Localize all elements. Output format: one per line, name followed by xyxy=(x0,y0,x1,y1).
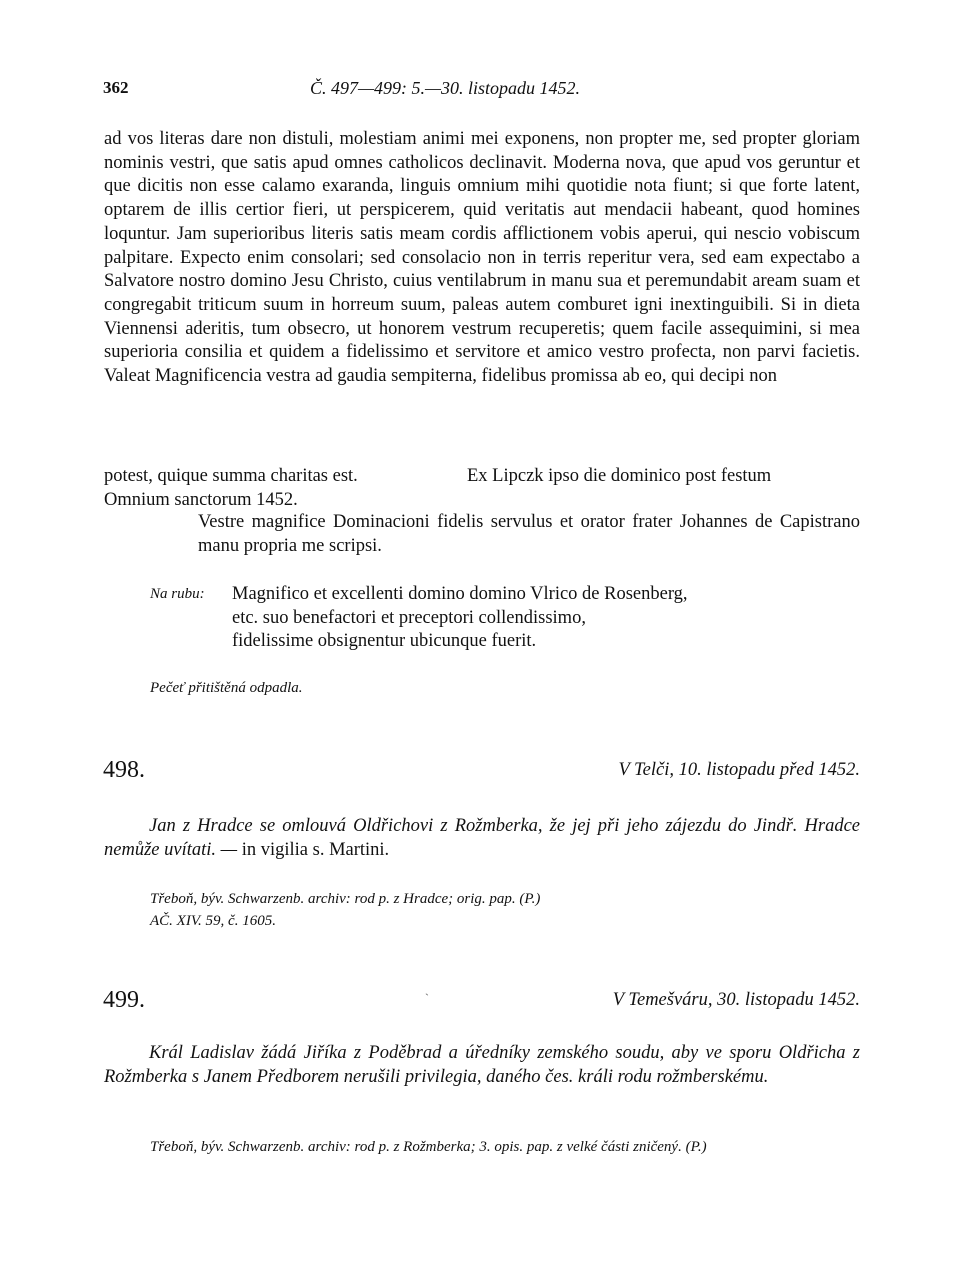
endorsement-line: etc. suo benefactori et preceptori collendissimo, xyxy=(232,607,586,628)
archive-line: AČ. XIV. 59, č. 1605. xyxy=(150,913,276,929)
doc-498-place-date: V Telči, 10. listopadu před 1452. xyxy=(618,760,860,780)
endorsement-line: Magnifico et excellenti domino domino Vlrico de Rosenberg, xyxy=(232,584,688,604)
closing-dating: Ex Lipczk ipso die dominico post festum xyxy=(467,466,772,486)
regest-italic-text: Jan z Hradce se omlouvá Oldřichovi z Rožmberka, že jej při jeho zájezdu do Jindř. Hradce nemůže uvítati. — xyxy=(104,816,860,860)
seal-note: Pečeť přitištěná odpadla. xyxy=(150,680,303,696)
doc-498-number: 498. xyxy=(103,757,145,783)
doc-499-number: 499. xyxy=(103,987,145,1013)
doc-499-archive-note: Třeboň, býv. Schwarzenb. archiv: rod p. z Rožmberka; 3. opis. pap. z velké části zničený. (P.) xyxy=(150,1139,707,1155)
stray-mark: ` xyxy=(425,991,429,1005)
page-number: 362 xyxy=(103,78,129,97)
regest-dating: in vigilia s. Martini. xyxy=(241,840,390,860)
doc-498-regest xyxy=(104,814,860,862)
closing-phrase: potest, quique summa charitas est. xyxy=(104,466,358,486)
endorsement-label: Na rubu: xyxy=(150,586,205,602)
running-head xyxy=(103,78,860,104)
letter-497-body: ad vos literas dare non distuli, molestiam animi mei exponens, non propter me, sed propter gloriam nominis vestri, que satis apud omnes catholicos declinavit. Moderna nova, que apud vos geruntur et que dicitis non esse calamo exaranda, linguis omnium mihi quotidie nota fiunt; si que forte latent, optarem de illis certior fieri, ut perspicerem, quid veritatis aut mendacii habeant, quod homines loquntur. Jam superioribus literis satis meam cordis afflictionem vobis aperui, qui nescio vobiscum palpitare. Expecto enim consolari; sed consolacio non in terris reperitur vera, sed eam expectabo a Salvatore nostro domino Jesu Christo, cuius ventilabrum in manu sua et peremundabit aream suam et congregabit triticum suum in horreum suum, paleas autem comburet igni inextinguibili. Si in dieta Viennensi aderitis, tum obsecro, ut honorem vestrum recuperetis; quem facile assequimini, si mea superioria consilia et quidem a fidelissimo et servitore et amico vestro profecta, non parvi facietis. Valeat Magnificencia vestra ad gaudia sempiterna, fidelibus promissa ab eo, qui decipi non xyxy=(104,129,860,387)
closing-date-line: Omnium sanctorum 1452. xyxy=(104,489,298,510)
doc-499-place-date: V Temešváru, 30. listopadu 1452. xyxy=(612,990,860,1010)
letter-497-subscription: Vestre magnifice Dominacioni fidelis servulus et orator frater Johannes de Capistrano manu propria me scripsi. xyxy=(198,512,860,556)
archive-line: Třeboň, býv. Schwarzenb. archiv: rod p. z Hradce; orig. pap. (P.) xyxy=(150,891,541,907)
doc-498-archive-note xyxy=(150,888,860,932)
endorsement-line: fidelissime obsignentur ubicunque fuerit. xyxy=(232,631,537,652)
running-title: Č. 497—499: 5.—30. listopadu 1452. xyxy=(310,78,581,98)
doc-499-regest: Král Ladislav žádá Jiříka z Poděbrad a úředníky zemského soudu, aby ve sporu Oldřicha z Rožmberka s Janem Předborem nerušili privilegia, daného čes. králi rodu rožmberskému. xyxy=(104,1043,860,1087)
